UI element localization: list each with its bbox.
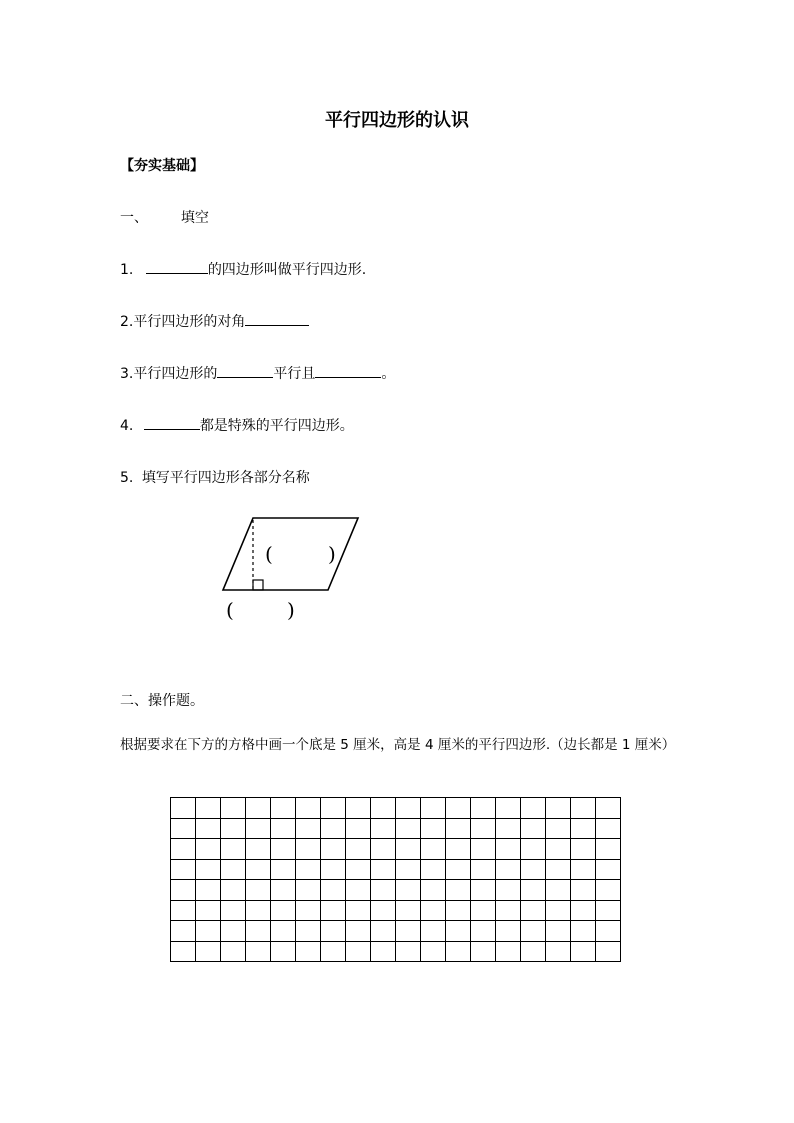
grid-cell[interactable] <box>496 880 521 901</box>
grid-cell[interactable] <box>421 900 446 921</box>
question-4-text: 都是特殊的平行四边形。 <box>199 418 354 434</box>
grid-cell[interactable] <box>296 839 321 860</box>
grid-cell[interactable] <box>596 921 621 942</box>
grid-cell[interactable] <box>421 798 446 819</box>
grid-cell[interactable] <box>596 818 621 839</box>
grid-cell[interactable] <box>396 798 421 819</box>
section-label: 【夯实基础】 <box>120 158 204 174</box>
grid-cell[interactable] <box>371 859 396 880</box>
question-3-suffix: 。 <box>381 366 396 382</box>
grid-cell[interactable] <box>346 798 371 819</box>
grid-cell[interactable] <box>196 818 221 839</box>
grid-cell[interactable] <box>521 818 546 839</box>
question-1-text: 的四边形叫做平行四边形. <box>207 262 367 278</box>
grid-cell[interactable] <box>171 839 196 860</box>
question-5 <box>120 467 310 487</box>
grid-cell[interactable] <box>496 798 521 819</box>
question-2 <box>120 311 309 331</box>
grid-cell[interactable] <box>421 880 446 901</box>
grid-cell[interactable] <box>471 900 496 921</box>
grid-cell[interactable] <box>221 798 246 819</box>
grid-cell[interactable] <box>296 921 321 942</box>
grid-cell[interactable] <box>171 941 196 962</box>
grid-cell[interactable] <box>596 859 621 880</box>
grid-cell[interactable] <box>321 880 346 901</box>
question-2-blank[interactable] <box>245 311 309 326</box>
grid-cell[interactable] <box>571 921 596 942</box>
drawing-grid[interactable] <box>170 797 621 962</box>
grid-cell[interactable] <box>446 798 471 819</box>
grid-cell[interactable] <box>496 941 521 962</box>
grid-cell[interactable] <box>171 859 196 880</box>
grid-cell[interactable] <box>296 818 321 839</box>
grid-cell[interactable] <box>171 921 196 942</box>
grid-cell[interactable] <box>221 941 246 962</box>
question-4-blank[interactable] <box>144 415 200 430</box>
question-3-blank-1[interactable] <box>217 363 273 378</box>
grid-cell[interactable] <box>346 921 371 942</box>
part1-heading-num: 一、 <box>120 210 148 226</box>
grid-cell[interactable] <box>296 798 321 819</box>
page-title: 平行四边形的认识 <box>325 110 469 131</box>
grid-cell[interactable] <box>246 798 271 819</box>
part2-instruction: 根据要求在下方的方格中画一个底是 5 厘米，高是 4 厘米的平行四边形.（边长都是 1 厘米） <box>120 737 676 753</box>
grid-cell[interactable] <box>471 798 496 819</box>
grid-cell[interactable] <box>371 818 396 839</box>
grid-row <box>171 859 621 880</box>
question-3-prefix: 3.平行四边形的 <box>120 366 218 382</box>
grid-cell[interactable] <box>196 839 221 860</box>
question-3 <box>120 363 395 383</box>
grid-cell[interactable] <box>271 941 296 962</box>
grid-cell[interactable] <box>171 900 196 921</box>
grid-row <box>171 941 621 962</box>
grid-cell[interactable] <box>221 880 246 901</box>
grid-cell[interactable] <box>321 921 346 942</box>
grid-cell[interactable] <box>246 941 271 962</box>
grid-cell[interactable] <box>271 921 296 942</box>
part1-heading <box>120 207 209 227</box>
grid-cell[interactable] <box>521 900 546 921</box>
grid-cell[interactable] <box>396 818 421 839</box>
question-3-blank-2[interactable] <box>315 363 381 378</box>
parallelogram-figure <box>215 510 365 595</box>
grid-cell[interactable] <box>546 859 571 880</box>
grid-cell[interactable] <box>271 818 296 839</box>
question-5-num: 5. <box>120 470 134 486</box>
question-4-num: 4. <box>120 418 134 434</box>
grid-cell[interactable] <box>571 859 596 880</box>
grid-cell[interactable] <box>421 859 446 880</box>
grid-cell[interactable] <box>471 921 496 942</box>
grid-cell[interactable] <box>221 900 246 921</box>
grid-cell[interactable] <box>371 839 396 860</box>
right-angle-marker <box>253 580 263 590</box>
grid-cell[interactable] <box>421 818 446 839</box>
grid-cell[interactable] <box>271 859 296 880</box>
grid-row <box>171 900 621 921</box>
grid-cell[interactable] <box>546 818 571 839</box>
grid-cell[interactable] <box>321 941 346 962</box>
paren-open-height: ( <box>265 542 273 566</box>
grid-cell[interactable] <box>546 798 571 819</box>
grid-cell[interactable] <box>296 900 321 921</box>
grid-cell[interactable] <box>296 859 321 880</box>
grid-cell[interactable] <box>371 880 396 901</box>
grid-cell[interactable] <box>271 839 296 860</box>
grid-cell[interactable] <box>446 880 471 901</box>
grid-cell[interactable] <box>396 921 421 942</box>
grid-cell[interactable] <box>221 839 246 860</box>
grid-cell[interactable] <box>246 839 271 860</box>
grid-cell[interactable] <box>221 921 246 942</box>
grid-cell[interactable] <box>396 839 421 860</box>
grid-cell[interactable] <box>246 880 271 901</box>
grid-cell[interactable] <box>471 839 496 860</box>
grid-cell[interactable] <box>396 859 421 880</box>
grid-cell[interactable] <box>371 941 396 962</box>
grid-cell[interactable] <box>546 839 571 860</box>
grid-cell[interactable] <box>421 921 446 942</box>
grid-cell[interactable] <box>446 839 471 860</box>
paren-close-height: ) <box>328 542 336 566</box>
grid-cell[interactable] <box>246 921 271 942</box>
grid-cell[interactable] <box>496 900 521 921</box>
paren-close-base: ) <box>287 598 295 622</box>
grid-row <box>171 921 621 942</box>
grid-cell[interactable] <box>471 859 496 880</box>
grid-cell[interactable] <box>571 818 596 839</box>
grid-cell[interactable] <box>546 941 571 962</box>
grid-cell[interactable] <box>446 818 471 839</box>
grid-cell[interactable] <box>171 818 196 839</box>
grid-cell[interactable] <box>321 818 346 839</box>
grid-cell[interactable] <box>521 798 546 819</box>
grid-cell[interactable] <box>496 921 521 942</box>
grid-cell[interactable] <box>446 859 471 880</box>
grid-cell[interactable] <box>446 921 471 942</box>
grid-cell[interactable] <box>396 900 421 921</box>
grid-cell[interactable] <box>421 941 446 962</box>
grid-cell[interactable] <box>571 839 596 860</box>
grid-cell[interactable] <box>521 941 546 962</box>
grid-cell[interactable] <box>271 900 296 921</box>
grid-cell[interactable] <box>171 880 196 901</box>
grid-cell[interactable] <box>246 818 271 839</box>
grid-cell[interactable] <box>221 859 246 880</box>
grid-cell[interactable] <box>321 859 346 880</box>
grid-cell[interactable] <box>421 839 446 860</box>
question-1 <box>120 259 366 279</box>
grid-cell[interactable] <box>271 880 296 901</box>
grid-row <box>171 880 621 901</box>
grid-cell[interactable] <box>196 921 221 942</box>
question-2-prefix: 2.平行四边形的对角 <box>120 314 246 330</box>
grid-cell[interactable] <box>521 880 546 901</box>
question-5-text: 填写平行四边形各部分名称 <box>141 470 310 486</box>
paren-open-base: ( <box>226 598 234 622</box>
grid-cell[interactable] <box>521 921 546 942</box>
grid-cell[interactable] <box>196 900 221 921</box>
grid-cell[interactable] <box>346 859 371 880</box>
part2-heading: 二、操作题。 <box>120 693 204 709</box>
grid-cell[interactable] <box>196 880 221 901</box>
grid-cell[interactable] <box>596 941 621 962</box>
question-1-blank[interactable] <box>146 259 208 274</box>
grid-cell[interactable] <box>496 818 521 839</box>
grid-cell[interactable] <box>221 818 246 839</box>
grid-cell[interactable] <box>471 818 496 839</box>
grid-cell[interactable] <box>571 880 596 901</box>
grid-cell[interactable] <box>321 798 346 819</box>
grid-cell[interactable] <box>371 798 396 819</box>
grid-cell[interactable] <box>321 900 346 921</box>
question-1-num: 1. <box>120 262 134 278</box>
grid-cell[interactable] <box>196 941 221 962</box>
grid-cell[interactable] <box>446 941 471 962</box>
grid-row <box>171 839 621 860</box>
grid-cell[interactable] <box>596 900 621 921</box>
grid-cell[interactable] <box>271 798 296 819</box>
grid-cell[interactable] <box>496 859 521 880</box>
grid-cell[interactable] <box>596 798 621 819</box>
grid-cell[interactable] <box>346 818 371 839</box>
grid-cell[interactable] <box>471 941 496 962</box>
grid-cell[interactable] <box>546 880 571 901</box>
grid-cell[interactable] <box>296 880 321 901</box>
grid-cell[interactable] <box>571 941 596 962</box>
grid-cell[interactable] <box>546 900 571 921</box>
grid-cell[interactable] <box>346 900 371 921</box>
grid-cell[interactable] <box>396 941 421 962</box>
grid-cell[interactable] <box>371 900 396 921</box>
grid-cell[interactable] <box>596 839 621 860</box>
grid-cell[interactable] <box>521 839 546 860</box>
grid-cell[interactable] <box>196 859 221 880</box>
part1-heading-text: 填空 <box>180 210 209 226</box>
grid-cell[interactable] <box>346 880 371 901</box>
grid-cell[interactable] <box>521 859 546 880</box>
grid-cell[interactable] <box>546 921 571 942</box>
grid-cell[interactable] <box>296 941 321 962</box>
grid-cell[interactable] <box>371 921 396 942</box>
grid-cell[interactable] <box>496 839 521 860</box>
grid-cell[interactable] <box>346 941 371 962</box>
grid-cell[interactable] <box>196 798 221 819</box>
grid-cell[interactable] <box>171 798 196 819</box>
question-4 <box>120 415 354 435</box>
grid-cell[interactable] <box>596 880 621 901</box>
grid-row <box>171 798 621 819</box>
grid-cell[interactable] <box>471 880 496 901</box>
grid-cell[interactable] <box>246 859 271 880</box>
grid-row <box>171 818 621 839</box>
grid-cell[interactable] <box>571 900 596 921</box>
grid-cell[interactable] <box>346 839 371 860</box>
question-3-middle: 平行且 <box>273 366 316 382</box>
grid-cell[interactable] <box>246 900 271 921</box>
grid-cell[interactable] <box>571 798 596 819</box>
grid-cell[interactable] <box>321 839 346 860</box>
grid-cell[interactable] <box>396 880 421 901</box>
parallelogram-shape <box>223 518 358 590</box>
grid-cell[interactable] <box>446 900 471 921</box>
